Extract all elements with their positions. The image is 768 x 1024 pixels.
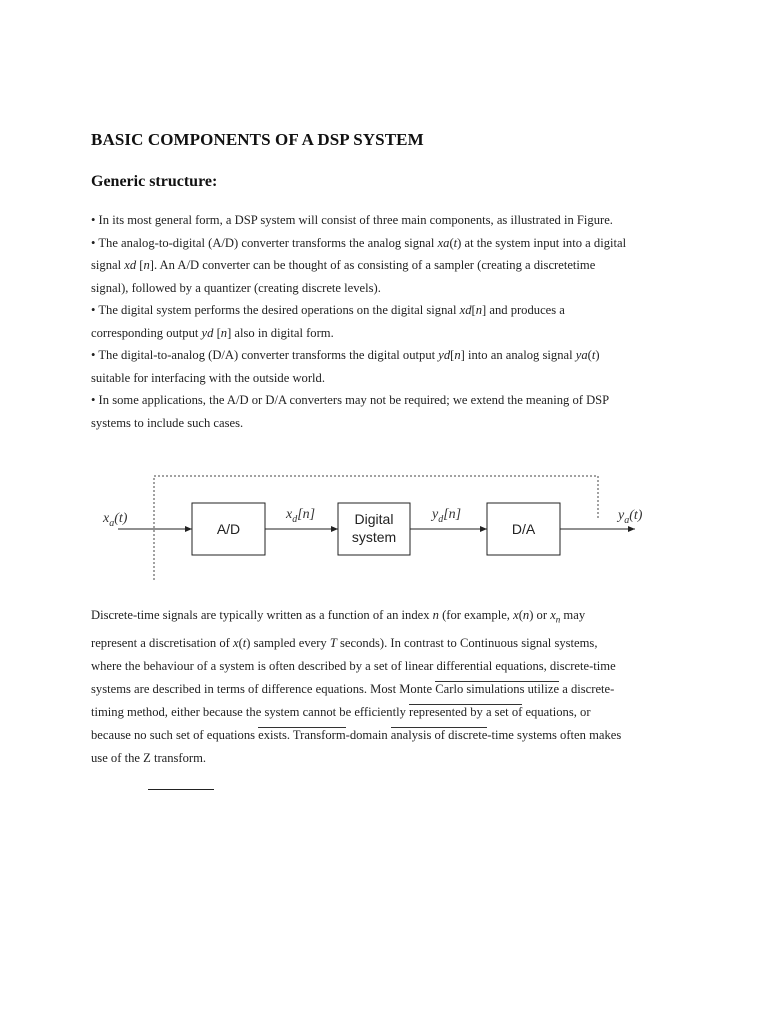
- text: -time systems often makes: [487, 727, 622, 742]
- paragraph-line: [91, 678, 691, 701]
- math-var: xa: [437, 235, 450, 250]
- text: timing method, either because the system cannot be efficiently: [91, 704, 410, 719]
- section-subtitle: Generic structure:: [91, 173, 218, 190]
- text: ): [595, 348, 600, 362]
- footnote-separator-line: [148, 789, 214, 790]
- bullet-line: [91, 367, 691, 390]
- digital-block-label-2: system: [351, 529, 397, 545]
- paragraph-line: [91, 701, 691, 724]
- overlined-text: represented by a set of: [409, 704, 523, 719]
- text: systems to include such cases.: [91, 415, 244, 430]
- math-var: n: [454, 348, 461, 362]
- bullet-line: [91, 209, 691, 232]
- text: ] into an analog signal: [460, 348, 576, 362]
- text: -domain: [345, 727, 391, 742]
- math-var: x: [232, 635, 239, 650]
- da-block-label: D/A: [511, 521, 536, 537]
- paragraph-line: [91, 655, 691, 678]
- ad-block-label: A/D: [216, 521, 241, 537]
- input-signal-label: $x_a(t)$: [103, 511, 128, 529]
- text: ] also in digital form.: [227, 325, 334, 340]
- output-signal-label: $y_a(t)$: [618, 508, 643, 526]
- bullet-line: [91, 232, 691, 255]
- text: [: [136, 258, 144, 272]
- text: (: [518, 608, 523, 622]
- bullet-line: [91, 277, 691, 300]
- dsp-block-diagram: [100, 472, 660, 584]
- text: (for example,: [438, 608, 514, 622]
- bullet-line: [91, 254, 691, 277]
- body-paragraph: [91, 604, 691, 770]
- paragraph-line: [91, 604, 691, 632]
- text: [: [471, 303, 476, 317]
- digital-block-label-1: Digital: [354, 511, 394, 527]
- paragraph-line: [91, 747, 691, 770]
- paragraph-line: [91, 724, 691, 747]
- bullet-list: [91, 209, 691, 434]
- text: Discrete-time signals are typically written as a function of an index: [91, 608, 433, 622]
- math-var: t: [453, 235, 458, 250]
- text: ) at the system input into a digital: [457, 235, 627, 250]
- math-var: x: [550, 608, 556, 622]
- text: suitable for interfacing with the outside world.: [91, 370, 325, 385]
- math-var: xd: [459, 303, 472, 317]
- text: signal), followed by a quantizer (creating discrete levels).: [91, 280, 381, 295]
- text: ) or: [529, 608, 551, 622]
- math-var: n: [143, 258, 150, 272]
- text: [: [450, 348, 455, 362]
- text: • The digital system performs the desired operations on the digital signal: [91, 303, 460, 317]
- math-var: yd: [438, 348, 451, 362]
- text: ] and produces a: [482, 303, 565, 317]
- text: where the behaviour of a system is often described by a set of linear differential equations, discrete-time: [91, 658, 616, 673]
- text: (: [587, 348, 592, 362]
- text: • In its most general form, a DSP system will consist of three main components, as illustrated in Figure.: [91, 213, 613, 227]
- text: seconds). In contrast to Continuous signal systems,: [336, 635, 598, 650]
- math-var: yd: [201, 325, 214, 340]
- bullet-line: [91, 412, 691, 435]
- bullet-line: [91, 322, 691, 345]
- text: represent a discretisation of: [91, 635, 233, 650]
- text: • The analog-to-digital (A/D) converter transforms the analog signal: [91, 235, 438, 250]
- text: [: [213, 325, 221, 340]
- text: a discrete-: [559, 681, 615, 696]
- paragraph-line: [91, 632, 691, 655]
- math-var: t: [242, 635, 247, 650]
- overlined-text: Carlo simulations utilize: [435, 681, 560, 696]
- math-var: n: [220, 325, 228, 340]
- math-var: x: [513, 608, 519, 622]
- overlined-text: exists. Transform: [258, 727, 346, 742]
- math-var: t: [591, 348, 596, 362]
- text: (: [238, 635, 243, 650]
- text: systems are described in terms of difference equations. Most Monte: [91, 681, 436, 696]
- bullet-line: [91, 299, 691, 322]
- math-var: n: [432, 608, 439, 622]
- text: may: [560, 608, 586, 622]
- math-var: ya: [575, 348, 588, 362]
- text: ) sampled every: [246, 635, 330, 650]
- xd-signal-label: $x_d[n]$: [286, 507, 316, 525]
- text: equations, or: [522, 704, 591, 719]
- math-var: T: [329, 635, 337, 650]
- text: corresponding output: [91, 325, 202, 340]
- text: (: [449, 235, 454, 250]
- text: use of the Z transform.: [91, 750, 207, 765]
- yd-signal-label: $y_d[n]$: [432, 507, 462, 525]
- text: because no such set of equations: [91, 727, 259, 742]
- text: signal: [91, 258, 125, 272]
- math-var: n: [522, 608, 530, 622]
- math-subscript: n: [555, 614, 561, 625]
- math-var: n: [475, 303, 483, 317]
- math-var: xd: [124, 258, 137, 272]
- text: ]. An A/D converter can be thought of as consisting of a sampler (creating a discretetime: [149, 258, 596, 272]
- text: • The digital-to-analog (D/A) converter transforms the digital output: [91, 348, 439, 362]
- bullet-line: [91, 389, 691, 412]
- page-title: BASIC COMPONENTS OF A DSP SYSTEM: [91, 130, 424, 149]
- text: • In some applications, the A/D or D/A converters may not be required; we extend the meaning of DSP: [91, 393, 610, 407]
- overlined-text: analysis of discrete: [390, 727, 488, 742]
- bullet-line: [91, 344, 691, 367]
